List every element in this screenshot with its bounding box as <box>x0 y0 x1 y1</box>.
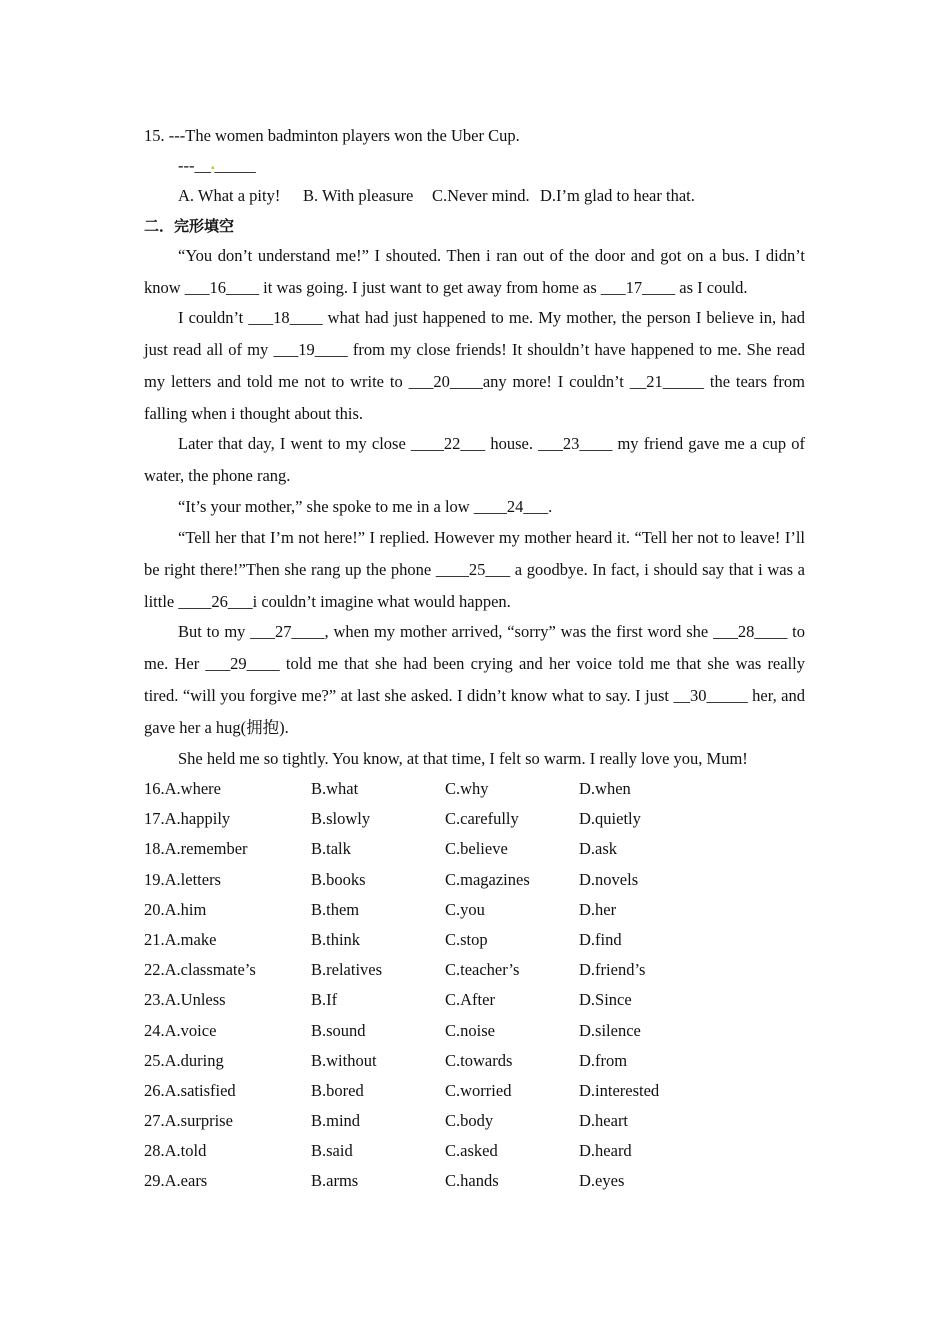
choice-row <box>144 1046 805 1076</box>
choice-a: 23.A.Unless <box>144 990 226 1010</box>
choice-b: B.without <box>311 1050 377 1070</box>
choice-row <box>144 804 805 834</box>
choice-d: D.interested <box>579 1080 660 1100</box>
choice-d: D.find <box>579 929 622 949</box>
choice-c: C.teacher’s <box>445 960 520 980</box>
choice-row <box>144 774 805 804</box>
choice-row <box>144 865 805 895</box>
choice-a: 17.A.happily <box>144 809 231 829</box>
passage-paragraph: “Tell her that I’m not here!” I replied. However my mother heard it. “Tell her not to leave! I’ll be right there!”Then she rang up the phone ____25___ a goodbye. In fact, i should say that i was a little ____26___i couldn’t imagine what would happen. <box>144 528 805 611</box>
choice-b: B.arms <box>311 1171 359 1191</box>
choice-d: D.silence <box>579 1020 641 1040</box>
choice-c: C.noise <box>445 1020 495 1040</box>
option-d: D.I’m glad to hear that. <box>540 186 695 205</box>
choice-row <box>144 834 805 864</box>
choice-d: D.novels <box>579 869 639 889</box>
choice-a: 21.A.make <box>144 929 217 949</box>
choice-d: D.Since <box>579 990 632 1010</box>
choice-c: C.After <box>445 990 495 1010</box>
choice-a: 29.A.ears <box>144 1171 208 1191</box>
passage-paragraph: She held me so tightly. You know, at that time, I felt so warm. I really love you, Mum! <box>178 749 748 768</box>
blank-dot-mark: ▪ <box>210 163 215 174</box>
choice-b: B.talk <box>311 839 351 859</box>
choice-c: C.hands <box>445 1171 499 1191</box>
choice-d: D.her <box>579 899 617 919</box>
choice-row <box>144 1136 805 1166</box>
choice-d: D.heard <box>579 1141 632 1161</box>
choice-b: B.mind <box>311 1111 361 1131</box>
choice-row <box>144 1076 805 1106</box>
choice-c: C.towards <box>445 1050 513 1070</box>
section-heading: 二．完形填空 <box>144 217 235 235</box>
choice-a: 18.A.remember <box>144 839 248 859</box>
choice-c: C.body <box>445 1111 494 1131</box>
choice-row <box>144 1016 805 1046</box>
choice-b: B.them <box>311 899 360 919</box>
choice-d: D.eyes <box>579 1171 625 1191</box>
choice-a: 27.A.surprise <box>144 1111 233 1131</box>
choice-row <box>144 955 805 985</box>
passage-paragraph: I couldn’t ___18____ what had just happened to me. My mother, the person I believe in, had just read all of my ___19____ from my close friends! It shouldn’t have happened to me. She read my letters and told me not to write to ___20____any more! I couldn’t __21_____ the tears from falling when i thought about this. <box>144 308 805 423</box>
choice-b: B.sound <box>311 1020 366 1040</box>
choice-a: 20.A.him <box>144 899 207 919</box>
option-b: B. With pleasure <box>303 186 414 205</box>
choice-row <box>144 985 805 1015</box>
passage-paragraph: “It’s your mother,” she spoke to me in a low ____24___. <box>178 497 553 516</box>
choice-d: D.heart <box>579 1111 629 1131</box>
choice-c: C.asked <box>445 1141 498 1161</box>
choice-a: 28.A.told <box>144 1141 207 1161</box>
option-a: A. What a pity! <box>178 186 281 205</box>
choice-d: D.ask <box>579 839 618 859</box>
choice-c: C.magazines <box>445 869 530 889</box>
choice-a: 19.A.letters <box>144 869 221 889</box>
choice-c: C.carefully <box>445 809 519 829</box>
choice-d: D.when <box>579 779 631 798</box>
choice-d: D.from <box>579 1050 628 1070</box>
choice-c: C.why <box>445 779 489 798</box>
question-15-stem: 15. ---The women badminton players won the Uber Cup. <box>144 126 520 145</box>
choice-c: C.worried <box>445 1080 512 1100</box>
choice-d: D.friend’s <box>579 960 646 980</box>
choice-d: D.quietly <box>579 809 641 829</box>
choice-c: C.believe <box>445 839 508 859</box>
choice-c: C.stop <box>445 929 488 949</box>
answer-blank-end: _____ <box>214 156 256 175</box>
choice-a: 25.A.during <box>144 1050 224 1070</box>
choice-b: B.relatives <box>311 960 383 980</box>
choice-b: B.think <box>311 929 361 949</box>
choice-row <box>144 1106 805 1136</box>
document-page <box>144 121 805 1197</box>
choice-b: B.said <box>311 1141 353 1161</box>
passage-paragraph: “You don’t understand me!” I shouted. Then i ran out of the door and got on a bus. I didn’t know ___16____ it was going. I just want to get away from home as ___17____ as I could. <box>144 246 805 297</box>
answer-blank-start: ---__ <box>178 156 211 175</box>
choice-row <box>144 925 805 955</box>
choice-c: C.you <box>445 899 485 919</box>
passage-paragraph: Later that day, I went to my close ____22___ house. ___23____ my friend gave me a cup of water, the phone rang. <box>144 434 805 485</box>
choice-a: 16.A.where <box>144 779 221 798</box>
question-15-options <box>144 181 805 211</box>
option-c: C.Never mind. <box>432 186 530 205</box>
passage <box>144 240 805 774</box>
choice-b: B.If <box>311 990 338 1010</box>
choice-b: B.what <box>311 779 359 798</box>
passage-paragraph: But to my ___27____, when my mother arrived, “sorry” was the first word she ___28____ to me. Her ___29____ told me that she had been crying and her voice told me that she was really tired. “will you forgive me?” at last she asked. I didn’t know what to say. I just __30_____ her, and gave her a hug(拥抱). <box>144 622 805 737</box>
choice-row <box>144 895 805 925</box>
choice-a: 24.A.voice <box>144 1020 217 1040</box>
choice-a: 26.A.satisfied <box>144 1080 236 1100</box>
choice-a: 22.A.classmate’s <box>144 960 256 980</box>
choice-b: B.bored <box>311 1080 364 1100</box>
choice-b: B.slowly <box>311 809 371 829</box>
choice-row <box>144 1166 805 1196</box>
choices-table <box>144 774 805 1197</box>
question-15-answer-line <box>144 151 805 181</box>
choice-b: B.books <box>311 869 366 889</box>
